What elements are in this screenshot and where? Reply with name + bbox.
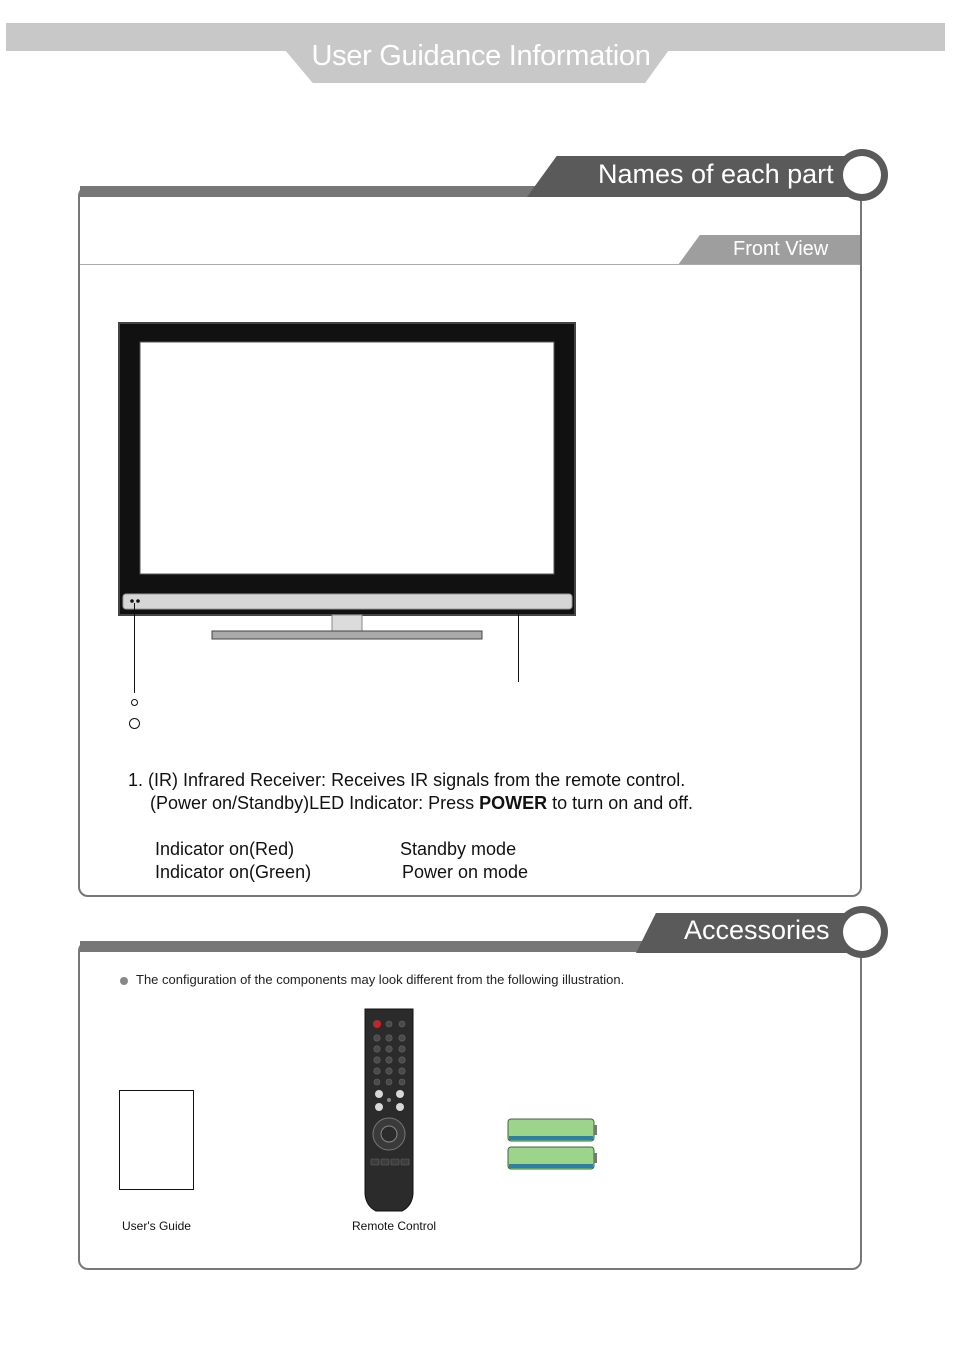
users-guide-caption: User's Guide (122, 1219, 191, 1233)
front-view-rule (80, 264, 860, 265)
users-guide-image (119, 1090, 194, 1190)
led-callout-marker (129, 718, 140, 729)
indicator-state-green: Indicator on(Green) (155, 862, 312, 882)
names-tab-circle-inner (843, 156, 881, 194)
ir-description: 1. (IR) Infrared Receiver: Receives IR signals from the remote control. (128, 770, 686, 790)
front-view-label: Front View (733, 238, 829, 260)
accessories-panel (78, 941, 862, 1270)
battery-1 (508, 1119, 597, 1141)
indicator-mode-standby: Standby mode (400, 839, 517, 859)
ir-callout-marker (131, 699, 138, 706)
tv-front-strip (123, 594, 572, 609)
indicator-state-red: Indicator on(Red) (155, 839, 295, 859)
remote-power-button (373, 1020, 381, 1028)
strip-callout-line (518, 612, 519, 682)
tv-screen (140, 342, 554, 574)
remote-control-image (360, 1006, 420, 1216)
indicator-mode-power-on: Power on mode (402, 862, 529, 882)
accessories-section-title: Accessories (684, 915, 830, 945)
accessories-note: The configuration of the components may look different from the following illustration. (136, 972, 625, 987)
remote-control-caption: Remote Control (352, 1219, 437, 1233)
names-section-title: Names of each part (598, 159, 834, 189)
battery-2 (508, 1147, 597, 1169)
led-description-suffix: to turn on and off. (547, 793, 693, 813)
tv-illustration (110, 318, 590, 648)
accessories-tab-circle-inner (843, 913, 881, 951)
led-description-prefix: (Power on/Standby)LED Indicator: Press (150, 793, 480, 813)
remote-ok-button (381, 1126, 397, 1142)
tv-neck (332, 615, 362, 632)
led-description (150, 793, 693, 814)
note-bullet (120, 977, 128, 985)
tv-base (212, 631, 482, 639)
power-keyword: POWER (479, 793, 548, 813)
led-dot (136, 599, 140, 603)
page-title: User Guidance Information (311, 40, 651, 72)
ir-callout-line (134, 603, 135, 693)
batteries-image (500, 1110, 610, 1176)
